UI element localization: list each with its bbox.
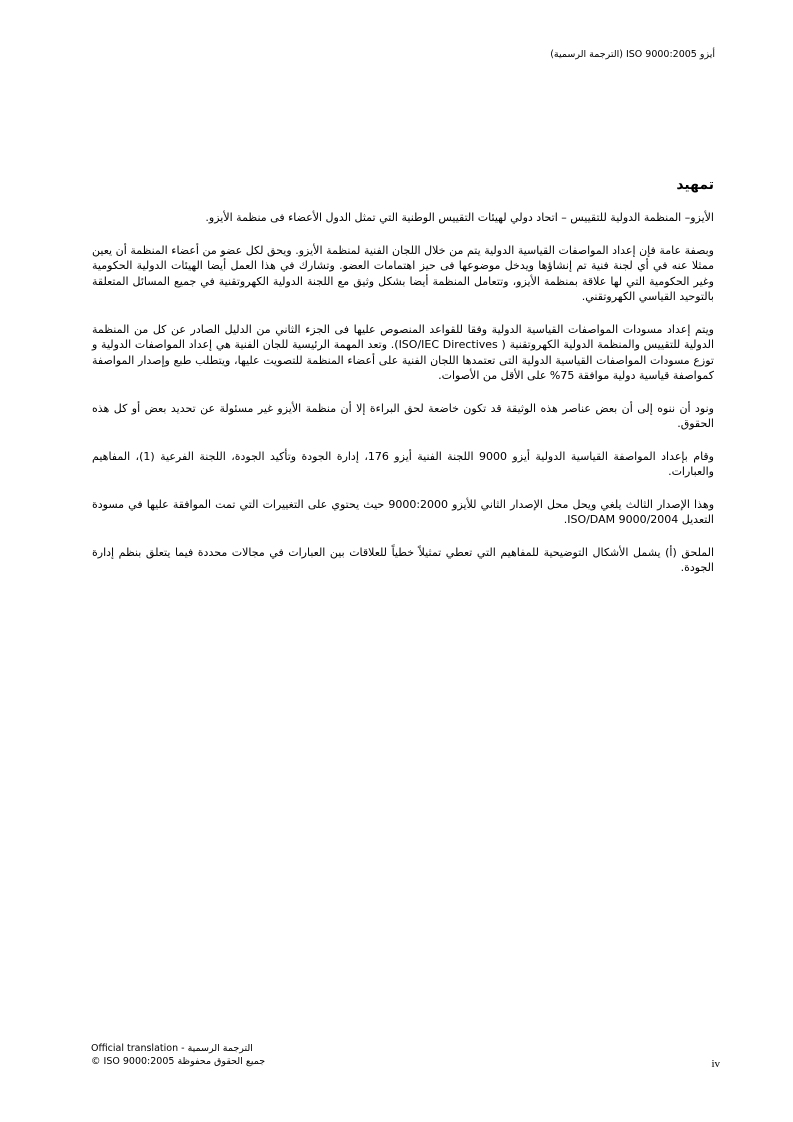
running-header: أيزو ISO 9000:2005 (الترجمة الرسمية) bbox=[550, 49, 715, 60]
paragraph-edition: وهذا الإصدار الثالث يلغي ويحل محل الإصدار الثاني للأيزو 9000:2000 حيث يحتوي على التغييرات التي تمت الموافقة عليها في مسودة التعديل ISO/DAM 9000/2004. bbox=[92, 497, 715, 526]
footer-copyright-line: © ISO 9000:2005 جميع الحقوق محفوظة bbox=[91, 1056, 266, 1067]
footer-translation-note: Official translation - الترجمة الرسمية bbox=[91, 1043, 253, 1054]
paragraph-patent-notice: ونود أن ننوه إلى أن بعض عناصر هذه الوثيقة قد تكون خاضعة لحق البراءة إلا أن منظمة الأيزو غير مسئولة عن تحديد بعض أو كل هذه الحقوق. bbox=[92, 401, 714, 430]
page-number: iv bbox=[711, 1058, 720, 1070]
section-title: تمهيد bbox=[676, 177, 714, 193]
paragraph-annex: الملحق (أ) يشمل الأشكال التوضيحية للمفاهيم التي تعطي تمثيلاً خطياً للعلاقات بين العبارات في مجالات محددة فيما يتعلق بنظم إدارة الجودة. bbox=[92, 545, 714, 574]
paragraph-drafting-rules: ويتم إعداد مسودات المواصفات القياسية الدولية وفقا للقواعد المنصوص عليها فى الجزء الثاني من الدليل الصادر عن كل من المنظمة الدولية للتقييس والمنظمة الدولية الكهروتقنية ( ISO/IEC Directives). وتعد المهمة الرئيسية للجان الفنية هي إعداد المواصفات الدولية و توزع مسودات المواصفات القياسية الدولية التى تعتمدها اللجان الفنية على أعضاء المنظمة للتصويت عليها، ويتطلب طبع وإصدار المواصفة كمواصفة قياسية دولية موافقة 75% على الأقل من الأصوات. bbox=[92, 322, 715, 382]
paragraph-intro: الأيزو– المنظمة الدولية للتقييس – اتحاد دولي لهيئات التقييس الوطنية التي تمثل الدول الأعضاء فى منظمة الأيزو. bbox=[205, 211, 714, 224]
footer-copyright bbox=[91, 1042, 265, 1068]
paragraph-prepared-by: وقام بإعداد المواصفة القياسية الدولية أيزو 9000 اللجنة الفنية أيزو 176، إدارة الجودة وتأكيد الجودة، اللجنة الفرعية (1)، المفاهيم والعبارات. bbox=[92, 449, 714, 478]
paragraph-technical-committees: وبصفة عامة فإن إعداد المواصفات القياسية الدولية يتم من خلال اللجان الفنية لمنظمة الأيزو. ويحق لكل عضو من أعضاء المنظمة أن يعين ممثلا عنه في أي لجنة فنية تم إنشاؤها ويدخل موضوعها فى حيز اهتمامات العضو. وتشارك في هذا العمل أيضا الهيئات الدولية الحكومية وغير الحكومية التي لها علاقة بمنظمة الأيزو، وتتعامل المنظمة أيضا بشكل وثيق مع اللجنة الدولية الكهروتقنية في جميع المسائل المتعلقة بالتوحيد القياسي الكهروتقني. bbox=[92, 243, 714, 303]
document-body bbox=[92, 210, 714, 593]
